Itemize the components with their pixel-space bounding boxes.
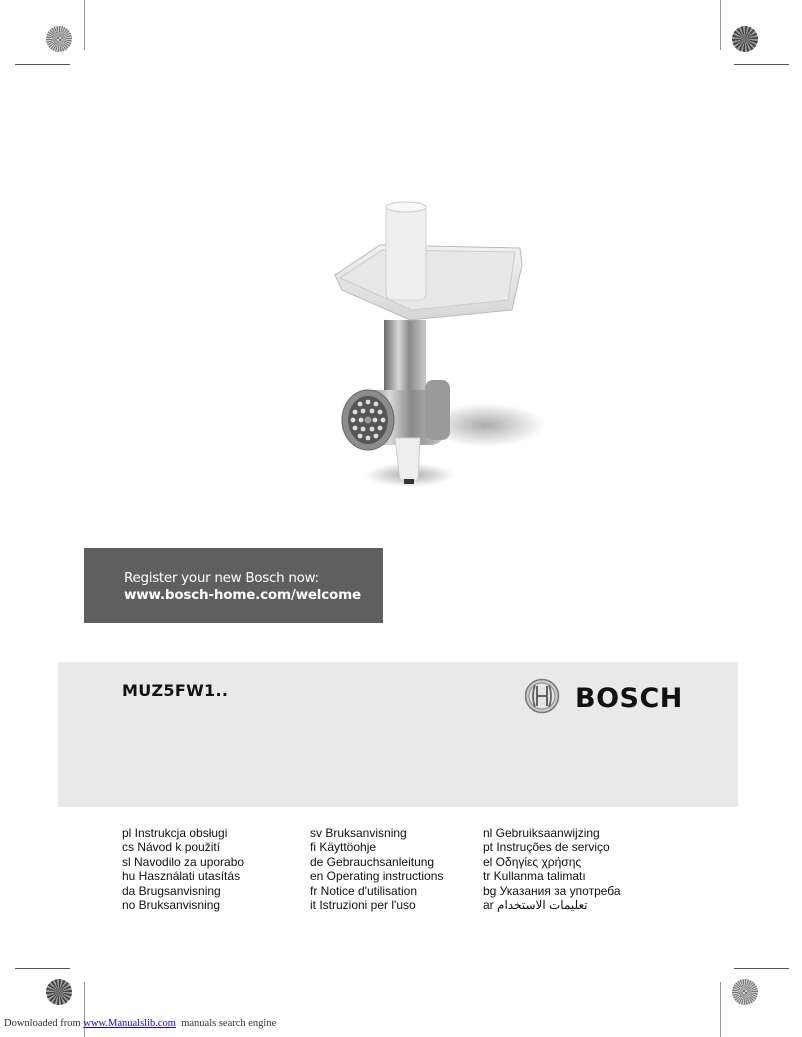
language-item: sv Bruksanvisning — [310, 826, 407, 840]
print-color-target-icon — [46, 26, 72, 52]
language-item: pl Instrukcja obsługi — [122, 826, 228, 840]
footer-suffix: manuals search engine — [175, 1018, 277, 1029]
model-band — [58, 662, 738, 807]
registration-prompt: Register your new Bosch now: — [124, 570, 319, 586]
language-list-column-3 — [483, 826, 621, 912]
crop-mark — [15, 968, 70, 969]
manualslib-link[interactable]: www.Manualslib.com — [83, 1018, 176, 1029]
language-item: no Bruksanvisning — [122, 898, 221, 913]
download-footer — [4, 1018, 276, 1029]
language-item: hu Használati utasítás — [122, 869, 241, 884]
print-color-target-icon — [732, 26, 758, 52]
language-item: tr Kullanma talimatı — [483, 869, 586, 884]
language-item: en Operating instructions — [310, 869, 444, 884]
registration-promo-box — [84, 548, 383, 623]
language-item: bg Указания за употреба — [483, 883, 621, 898]
crop-mark — [15, 64, 70, 65]
brand-logo — [524, 680, 683, 716]
language-item: da Brugsanvisning — [122, 883, 221, 898]
model-number: MUZ5FW1.. — [122, 681, 229, 700]
crop-mark — [720, 982, 721, 1037]
language-list-column-1 — [122, 826, 244, 912]
registration-url[interactable]: www.bosch-home.com/welcome — [124, 587, 361, 603]
footer-prefix: Downloaded from — [4, 1018, 84, 1029]
language-item: pt Instruções de serviço — [483, 840, 610, 855]
language-item: nl Gebruiksaanwijzing — [483, 826, 600, 840]
bosch-armature-logo-icon — [524, 678, 560, 719]
crop-mark — [734, 64, 789, 65]
brand-name: BOSCH — [575, 682, 683, 714]
language-item: ar تعليمات الاستخدام — [483, 898, 588, 913]
print-color-target-icon — [732, 979, 758, 1005]
language-item: el Οδηγίες χρήσης — [483, 854, 582, 869]
language-item: it Istruzioni per l'uso — [310, 898, 416, 913]
product-image — [300, 190, 560, 500]
crop-mark — [84, 0, 85, 50]
print-color-target-icon — [46, 979, 72, 1005]
language-item: de Gebrauchsanleitung — [310, 854, 435, 869]
language-item: cs Návod k použití — [122, 840, 221, 855]
crop-mark — [720, 0, 721, 50]
language-item: fi Käyttöohje — [310, 840, 377, 855]
language-item: fr Notice d'utilisation — [310, 883, 418, 898]
crop-mark — [734, 968, 789, 969]
language-list-column-2 — [310, 826, 443, 912]
language-item: sl Navodilo za uporabo — [122, 854, 245, 869]
